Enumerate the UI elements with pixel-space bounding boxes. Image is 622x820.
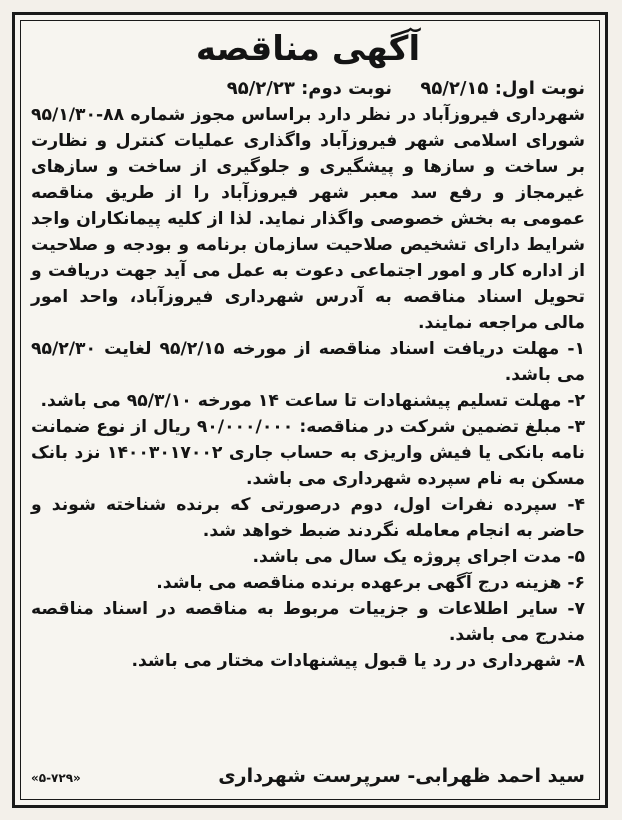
notice-frame [12,12,608,808]
signature: سید احمد ظهرابی- سرپرست شهرداری [218,765,585,787]
notice-footer [31,765,585,787]
notice-title: آگهی مناقصه [195,29,421,69]
date-first: نوبت اول: ۹۵/۲/۱۵ [420,78,585,99]
condition-item: ۸- شهرداری در رد یا قبول پیشنهادات مختار می باشد. [131,651,585,671]
condition-item: ۷- سایر اطلاعات و جزییات مربوط به مناقصه در اسناد مناقصه مندرج می باشد. [31,599,585,645]
condition-item: ۶- هزینه درج آگهی برعهده برنده مناقصه می باشد. [156,573,585,593]
condition-item: ۱- مهلت دریافت اسناد مناقصه از مورخه ۹۵/۲/۱۵ لغایت ۹۵/۲/۳۰ می باشد. [31,339,585,385]
ad-code: «۵-۷۲۹» [31,771,81,785]
condition-item: ۳- مبلغ تضمین شرکت در مناقصه: ۹۰/۰۰۰/۰۰۰ ریال از نوع ضمانت نامه بانکی یا فیش واریزی به حساب جاری ۱۴۰۰۳۰۱۷۰۰۲ نزد بانک مسکن به نام سپرده شهرداری می باشد. [31,417,585,489]
notice-body: شهرداری فیروزآباد در نظر دارد براساس مجوز شماره ۸۸-۹۵/۱/۳۰ شورای اسلامی شهر فیروزآباد واگذاری عملیات کنترل و نظارت بر ساخت و سازها و پیشگیری و جلوگیری از ساخت و سازهای غیرمجاز و رفع سد معبر شهر فیروزآباد را از طریق مناقصه عمومی به بخش خصوصی واگذار نماید. لذا از کلیه پیمانکاران واجد شرایط دارای تشخیص صلاحیت سازمان برنامه و بودجه و صلاحیت از اداره کار و امور اجتماعی دعوت به عمل می آید جهت دریافت و تحویل اسناد مناقصه به آدرس شهرداری فیروزآباد، واحد امور مالی مراجعه نمایند. [31,105,585,333]
condition-item: ۲- مهلت تسلیم پیشنهادات تا ساعت ۱۴ مورخه ۹۵/۳/۱۰ می باشد. [40,391,585,411]
notice-inner-border [20,20,600,800]
conditions-list [31,336,585,674]
condition-item: ۴- سپرده نفرات اول، دوم درصورتی که برنده شناخته شوند و حاضر به انجام معامله نگردند ضبط خواهد شد. [31,495,585,541]
publication-dates [31,75,585,102]
condition-item: ۵- مدت اجرای پروژه یک سال می باشد. [252,547,585,567]
date-second: نوبت دوم: ۹۵/۲/۲۳ [226,78,393,99]
